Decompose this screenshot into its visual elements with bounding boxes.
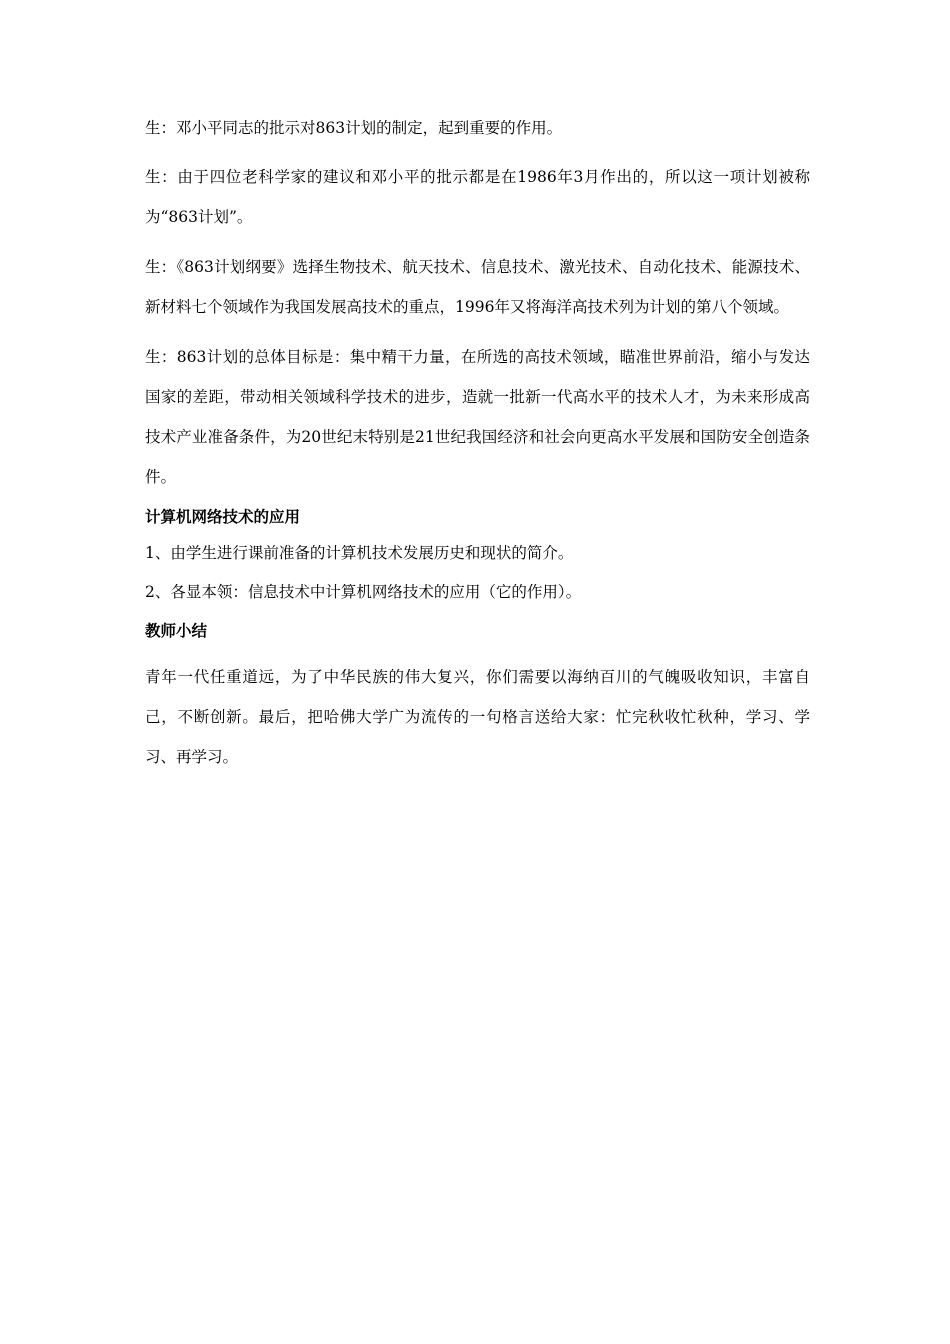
summary-paragraph: 青年一代任重道远，为了中华民族的伟大复兴，你们需要以海纳百川的气魄吸收知识，丰富自己，不断创新。最后，把哈佛大学广为流传的一句格言送给大家：忙完秋收忙秋种，学习、学习、再学习。 [145, 668, 810, 766]
network-item-2: 2、各显本领：信息技术中计算机网络技术的应用（它的作用）。 [145, 583, 582, 601]
section-heading-summary: 教师小结 [145, 622, 208, 640]
document-page [145, 118, 810, 787]
network-item-1: 1、由学生进行课前准备的计算机技术发展历史和现状的简介。 [145, 544, 574, 562]
dialogue-paragraph-2: 生：由于四位老科学家的建议和邓小平的批示都是在1986年3月作出的，所以这一项计划被称为“863计划”。 [145, 168, 810, 226]
dialogue-paragraph-4: 生：863计划的总体目标是：集中精干力量，在所选的高技术领域，瞄准世界前沿，缩小与发达国家的差距，带动相关领域科学技术的进步，造就一批新一代高水平的技术人才，为未来形成高技术产业准备条件，为20世纪末特别是21世纪我国经济和社会向更高水平发展和国防安全创造条件。 [145, 348, 810, 486]
dialogue-paragraph-1: 生：邓小平同志的批示对863计划的制定，起到重要的作用。 [145, 119, 563, 137]
dialogue-paragraph-3: 生：《863计划纲要》选择生物技术、航天技术、信息技术、激光技术、自动化技术、能源技术、新材料七个领域作为我国发展高技术的重点，1996年又将海洋高技术列为计划的第八个领域。 [145, 258, 810, 316]
section-heading-network: 计算机网络技术的应用 [145, 508, 301, 526]
